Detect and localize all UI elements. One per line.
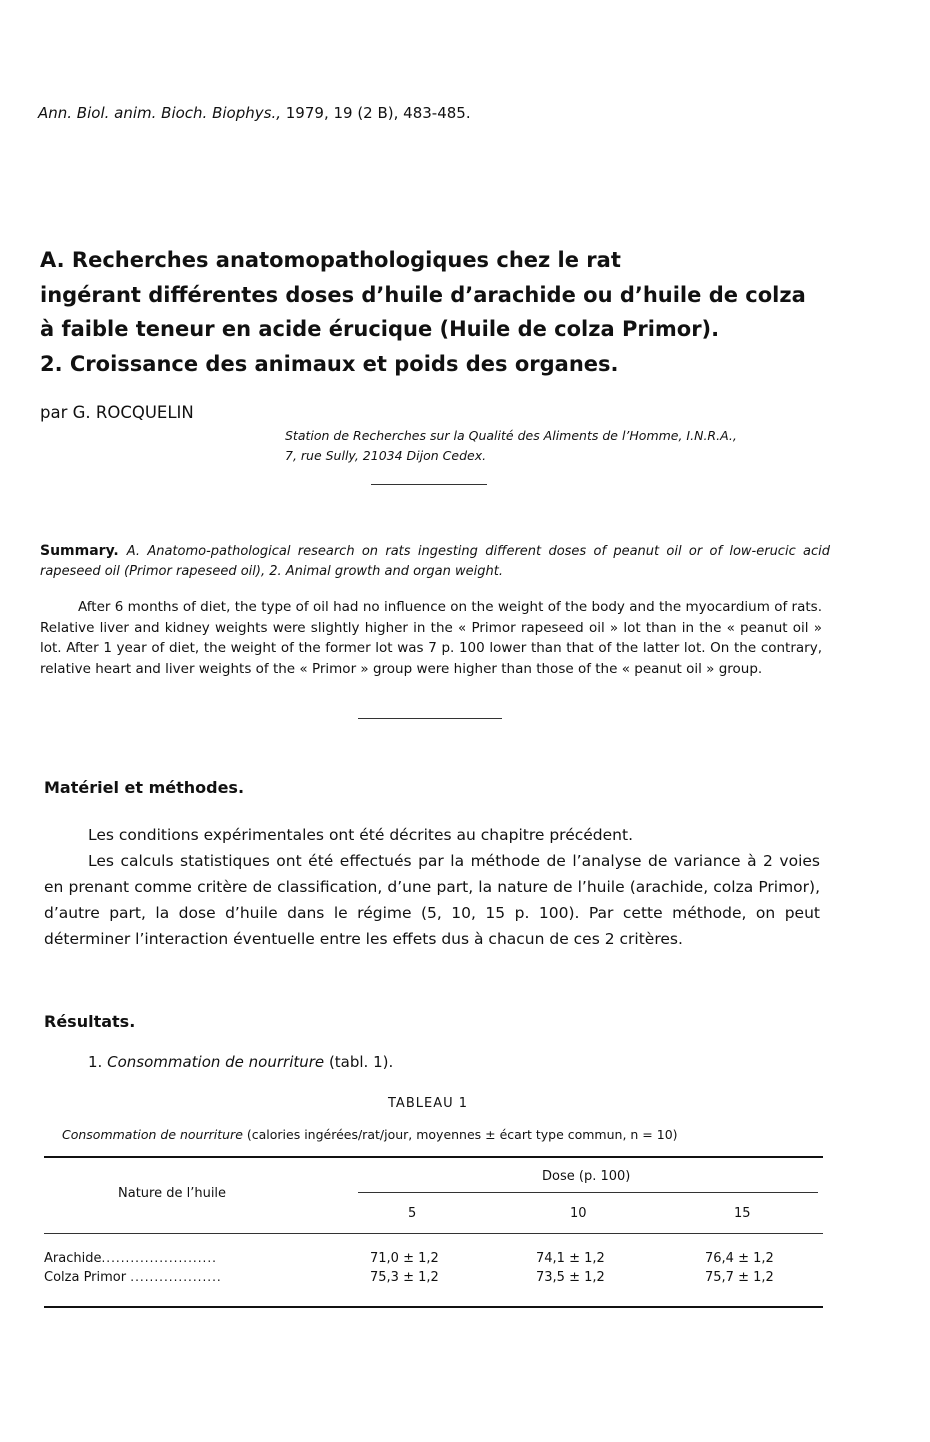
results-item bbox=[88, 1053, 393, 1071]
journal-citation bbox=[38, 104, 471, 122]
title-line: 2. Croissance des animaux et poids des organes. bbox=[40, 351, 619, 376]
dose-column-header: 5 bbox=[408, 1206, 417, 1221]
table-caption-title: Consommation de nourriture bbox=[62, 1127, 243, 1142]
section-heading-methods: Matériel et méthodes. bbox=[44, 778, 245, 797]
summary bbox=[40, 541, 830, 582]
table-caption-detail: (calories ingérées/rat/jour, moyennes ± écart type commun, n = 10) bbox=[246, 1127, 678, 1142]
item-ref: (tabl. 1). bbox=[328, 1053, 394, 1071]
affiliation bbox=[285, 426, 737, 466]
methods-body bbox=[44, 822, 820, 952]
table-top-rule bbox=[44, 1156, 823, 1158]
summary-text: A. Anatomo-pathological research on rats ingesting different doses of peanut oil or of low-erucic acid rapeseed oil (Primor rapeseed oil), 2. Animal growth and organ weight. bbox=[40, 544, 830, 579]
title-line: A. Recherches anatomopathologiques chez le rat bbox=[40, 248, 621, 272]
section-heading-results: Résultats. bbox=[44, 1012, 136, 1031]
dose-column-header: 15 bbox=[734, 1206, 751, 1221]
table-cell: 75,7 ± 1,2 bbox=[705, 1270, 774, 1285]
divider bbox=[358, 718, 502, 719]
paragraph: Les calculs statistiques ont été effectués par la méthode de l’analyse de variance à 2 voies en prenant comme critère de classification, d’une part, la nature de l’huile (arachide, colza Primor), d’autre part, la dose d’huile dans le régime (5, 10, 15 p. 100). Par cette méthode, on peut déterminer l’interaction éventuelle entre les effets dus à chacun de ces 2 critères. bbox=[44, 852, 820, 948]
table-cell: 75,3 ± 1,2 bbox=[370, 1270, 439, 1285]
table-row-header: Nature de l’huile bbox=[118, 1186, 227, 1201]
paragraph: Les conditions expérimentales ont été décrites au chapitre précédent. bbox=[88, 826, 633, 844]
dot-leader: ........................ bbox=[101, 1251, 217, 1265]
divider bbox=[371, 484, 487, 485]
title-line: à faible teneur en acide érucique (Huile de colza Primor). bbox=[40, 317, 720, 341]
table-dose-header: Dose (p. 100) bbox=[542, 1169, 631, 1184]
dose-column-header: 10 bbox=[570, 1206, 587, 1221]
item-number: 1. bbox=[88, 1053, 103, 1071]
item-title: Consommation de nourriture bbox=[107, 1053, 325, 1071]
table-cell: 76,4 ± 1,2 bbox=[705, 1251, 774, 1266]
affiliation-line: Station de Recherches sur la Qualité des Aliments de l’Homme, I.N.R.A., bbox=[285, 428, 737, 443]
table-sub-rule bbox=[358, 1192, 818, 1193]
table-bottom-rule bbox=[44, 1306, 823, 1308]
table-caption bbox=[62, 1127, 678, 1142]
summary-label: Summary. bbox=[40, 543, 119, 559]
title-line: ingérant différentes doses d’huile d’arachide ou d’huile de colza bbox=[40, 282, 806, 307]
dot-leader: ................... bbox=[130, 1270, 222, 1284]
article-title bbox=[40, 243, 840, 381]
table-cell: 74,1 ± 1,2 bbox=[536, 1251, 605, 1266]
affiliation-line: 7, rue Sully, 21034 Dijon Cedex. bbox=[285, 448, 487, 463]
table-row bbox=[44, 1251, 217, 1266]
journal-name: Ann. Biol. anim. Bioch. Biophys., bbox=[38, 104, 281, 122]
abstract: After 6 months of diet, the type of oil had no influence on the weight of the body and the myocardium of rats. Relative liver and kidney weights were slightly higher in the « Primor rapeseed oil » lot than in the « peanut oil » lot. After 1 year of diet, the weight of the former lot was 7 p. 100 lower than that of the latter lot. On the contrary, relative heart and liver weights of the « Primor » group were higher than those of the « peanut oil » group. bbox=[40, 599, 822, 677]
table-row-label: Arachide bbox=[44, 1251, 102, 1266]
citation-volume-pages: 1979, 19 (2 B), 483-485. bbox=[285, 104, 471, 122]
table-label: TABLEAU 1 bbox=[388, 1096, 469, 1111]
table-cell: 73,5 ± 1,2 bbox=[536, 1270, 605, 1285]
table-header-rule bbox=[44, 1233, 823, 1234]
table-row bbox=[44, 1270, 222, 1285]
table-row-label: Colza Primor bbox=[44, 1270, 127, 1285]
table-cell: 71,0 ± 1,2 bbox=[370, 1251, 439, 1266]
author: par G. ROCQUELIN bbox=[40, 403, 194, 422]
